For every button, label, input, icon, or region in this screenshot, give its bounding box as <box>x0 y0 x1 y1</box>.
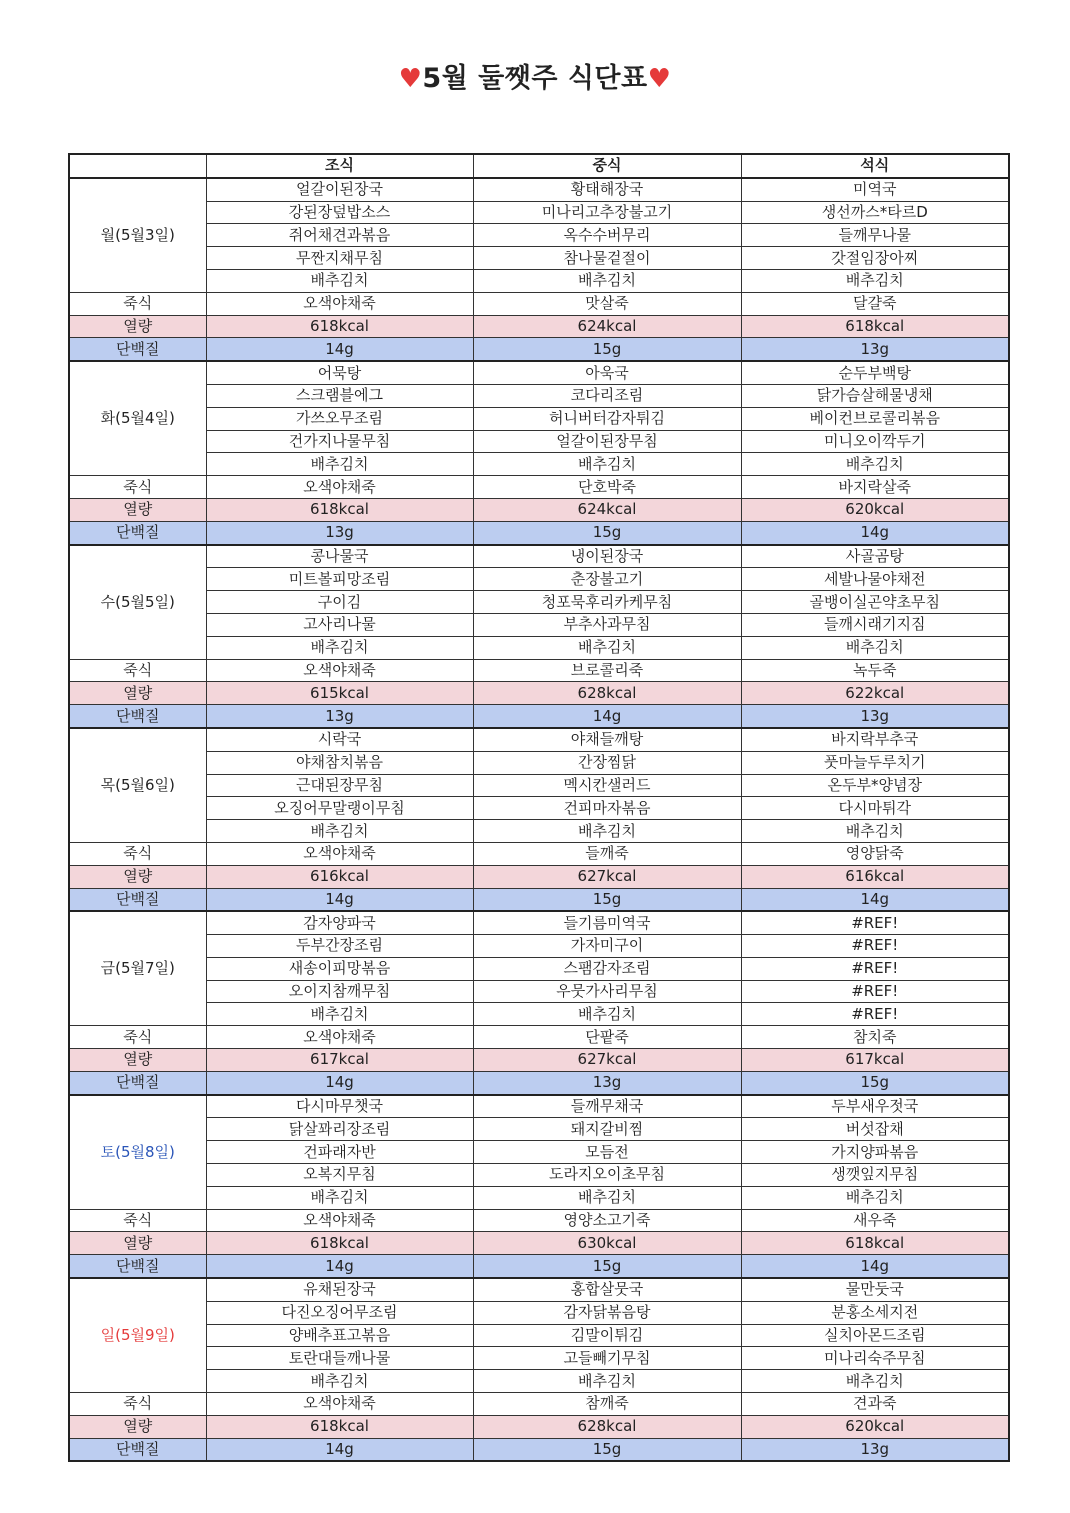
dish-row <box>69 1186 1009 1209</box>
header-dinner: 석식 <box>741 154 1009 178</box>
dish-cell: 배추김치 <box>473 1003 741 1026</box>
dish-cell: 고들빼기무침 <box>473 1347 741 1370</box>
dish-cell: 황태해장국 <box>473 178 741 201</box>
dish-cell: 오복지무침 <box>206 1164 473 1187</box>
dish-cell: 실치아몬드조림 <box>741 1324 1009 1347</box>
calories-label: 열량 <box>69 1049 206 1072</box>
dish-cell: 김말이튀김 <box>473 1324 741 1347</box>
calories-value: 617kcal <box>741 1049 1009 1072</box>
porridge-row <box>69 659 1009 682</box>
dish-cell: 무짠지채무침 <box>206 247 473 270</box>
header-lunch: 중식 <box>473 154 741 178</box>
calories-label: 열량 <box>69 865 206 888</box>
protein-value: 15g <box>473 521 741 544</box>
dish-cell: #REF! <box>741 957 1009 980</box>
dish-cell: 쥐어채견과볶음 <box>206 224 473 247</box>
dish-cell: 미트볼피망조림 <box>206 568 473 591</box>
porridge-value: 새우죽 <box>741 1209 1009 1232</box>
porridge-label: 죽식 <box>69 292 206 315</box>
protein-row <box>69 1438 1009 1461</box>
dish-row <box>69 1118 1009 1141</box>
dish-cell: 생선까스*타르D <box>741 201 1009 224</box>
day-label: 목(5월6일) <box>69 728 206 842</box>
dish-cell: 생깻잎지무침 <box>741 1164 1009 1187</box>
dish-cell: 다시마튀각 <box>741 797 1009 820</box>
dish-cell: 오징어무말랭이무침 <box>206 797 473 820</box>
dish-cell: 콩나물국 <box>206 545 473 568</box>
dish-cell: 배추김치 <box>473 636 741 659</box>
calories-value: 627kcal <box>473 865 741 888</box>
dish-cell: 허니버터감자튀김 <box>473 407 741 430</box>
calories-row <box>69 498 1009 521</box>
calories-row <box>69 865 1009 888</box>
dish-cell: 냉이된장국 <box>473 545 741 568</box>
porridge-value: 오색야채죽 <box>206 1026 473 1049</box>
dish-cell: 도라지오이초무침 <box>473 1164 741 1187</box>
dish-cell: 버섯잡채 <box>741 1118 1009 1141</box>
dish-cell: 유채된장국 <box>206 1278 473 1301</box>
porridge-label: 죽식 <box>69 1393 206 1416</box>
dish-cell: 배추김치 <box>206 1370 473 1393</box>
dish-cell: 미역국 <box>741 178 1009 201</box>
protein-label: 단백질 <box>69 521 206 544</box>
calories-value: 622kcal <box>741 682 1009 705</box>
dish-cell: 들깨무나물 <box>741 224 1009 247</box>
dish-cell: 춘장불고기 <box>473 568 741 591</box>
calories-value: 618kcal <box>206 315 473 338</box>
dish-cell: 배추김치 <box>741 269 1009 292</box>
calories-value: 624kcal <box>473 498 741 521</box>
day-label: 화(5월4일) <box>69 361 206 475</box>
dish-cell: 들깨시래기지짐 <box>741 613 1009 636</box>
protein-label: 단백질 <box>69 1255 206 1278</box>
header-row <box>69 154 1009 178</box>
protein-row <box>69 705 1009 728</box>
dish-cell: 배추김치 <box>741 1186 1009 1209</box>
heart-icon: ♥ <box>398 64 423 94</box>
dish-row <box>69 430 1009 453</box>
dish-cell: 배추김치 <box>473 453 741 476</box>
dish-cell: 사골곰탕 <box>741 545 1009 568</box>
dish-cell: 배추김치 <box>473 1186 741 1209</box>
dish-cell: 배추김치 <box>741 453 1009 476</box>
dish-row <box>69 751 1009 774</box>
porridge-value: 견과죽 <box>741 1393 1009 1416</box>
dish-cell: 감자양파국 <box>206 911 473 934</box>
dish-cell: 고사리나물 <box>206 613 473 636</box>
porridge-value: 오색야채죽 <box>206 842 473 865</box>
dish-row <box>69 980 1009 1003</box>
calories-row <box>69 682 1009 705</box>
protein-label: 단백질 <box>69 888 206 911</box>
protein-row <box>69 1255 1009 1278</box>
dish-row <box>69 384 1009 407</box>
protein-row <box>69 1071 1009 1094</box>
day-label: 금(5월7일) <box>69 911 206 1025</box>
dish-cell: 배추김치 <box>473 269 741 292</box>
dish-cell: 토란대들깨나물 <box>206 1347 473 1370</box>
dish-cell: 닭가슴살해물냉채 <box>741 384 1009 407</box>
dish-cell: 어묵탕 <box>206 361 473 384</box>
dish-row <box>69 269 1009 292</box>
day-label: 수(5월5일) <box>69 545 206 659</box>
dish-row <box>69 728 1009 751</box>
calories-value: 620kcal <box>741 498 1009 521</box>
calories-value: 617kcal <box>206 1049 473 1072</box>
calories-value: 628kcal <box>473 682 741 705</box>
dish-cell: 미나리숙주무침 <box>741 1347 1009 1370</box>
dish-cell: 간장찜닭 <box>473 751 741 774</box>
porridge-value: 들깨죽 <box>473 842 741 865</box>
dish-cell: 강된장덮밥소스 <box>206 201 473 224</box>
dish-cell: 아욱국 <box>473 361 741 384</box>
dish-cell: 배추김치 <box>473 820 741 843</box>
porridge-row <box>69 476 1009 499</box>
dish-row <box>69 1003 1009 1026</box>
dish-cell: 스크램블에그 <box>206 384 473 407</box>
dish-row <box>69 935 1009 958</box>
calories-value: 618kcal <box>206 1415 473 1438</box>
day-label: 토(5월8일) <box>69 1095 206 1209</box>
dish-row <box>69 201 1009 224</box>
dish-cell: 구이김 <box>206 591 473 614</box>
protein-value: 14g <box>741 521 1009 544</box>
calories-label: 열량 <box>69 498 206 521</box>
dish-cell: 물만둣국 <box>741 1278 1009 1301</box>
calories-row <box>69 1049 1009 1072</box>
porridge-row <box>69 292 1009 315</box>
porridge-value: 바지락살죽 <box>741 476 1009 499</box>
dish-cell: 풋마늘두루치기 <box>741 751 1009 774</box>
dish-row <box>69 247 1009 270</box>
protein-value: 13g <box>741 1438 1009 1461</box>
dish-cell: 바지락부추국 <box>741 728 1009 751</box>
protein-label: 단백질 <box>69 338 206 361</box>
porridge-label: 죽식 <box>69 659 206 682</box>
dish-cell: 야채들깨탕 <box>473 728 741 751</box>
protein-value: 15g <box>473 1255 741 1278</box>
dish-row <box>69 1141 1009 1164</box>
dish-row <box>69 1370 1009 1393</box>
calories-label: 열량 <box>69 315 206 338</box>
calories-value: 618kcal <box>206 498 473 521</box>
dish-cell: 미나리고추장불고기 <box>473 201 741 224</box>
calories-value: 627kcal <box>473 1049 741 1072</box>
protein-value: 14g <box>206 1438 473 1461</box>
porridge-value: 오색야채죽 <box>206 1393 473 1416</box>
porridge-value: 녹두죽 <box>741 659 1009 682</box>
porridge-label: 죽식 <box>69 842 206 865</box>
dish-row <box>69 361 1009 384</box>
page-title <box>0 56 1070 95</box>
porridge-label: 죽식 <box>69 1026 206 1049</box>
porridge-value: 참깨죽 <box>473 1393 741 1416</box>
dish-cell: 두부새우젓국 <box>741 1095 1009 1118</box>
protein-label: 단백질 <box>69 1071 206 1094</box>
protein-value: 15g <box>741 1071 1009 1094</box>
protein-value: 13g <box>741 338 1009 361</box>
porridge-value: 단호박죽 <box>473 476 741 499</box>
heart-icon: ♥ <box>647 64 672 94</box>
protein-label: 단백질 <box>69 705 206 728</box>
protein-value: 14g <box>473 705 741 728</box>
dish-cell: 야채참치볶음 <box>206 751 473 774</box>
dish-cell: 갓절임장아찌 <box>741 247 1009 270</box>
calories-value: 628kcal <box>473 1415 741 1438</box>
dish-cell: 가지양파볶음 <box>741 1141 1009 1164</box>
dish-cell: 온두부*양념장 <box>741 774 1009 797</box>
dish-cell: 미니오이깍두기 <box>741 430 1009 453</box>
protein-value: 14g <box>741 888 1009 911</box>
dish-cell: 가자미구이 <box>473 935 741 958</box>
calories-value: 620kcal <box>741 1415 1009 1438</box>
calories-value: 618kcal <box>206 1232 473 1255</box>
dish-cell: 감자닭볶음탕 <box>473 1301 741 1324</box>
porridge-value: 단팥죽 <box>473 1026 741 1049</box>
protein-value: 15g <box>473 1438 741 1461</box>
dish-cell: 건가지나물무침 <box>206 430 473 453</box>
dish-cell: 우뭇가사리무침 <box>473 980 741 1003</box>
dish-row <box>69 1278 1009 1301</box>
dish-cell: 다시마무챗국 <box>206 1095 473 1118</box>
porridge-value: 오색야채죽 <box>206 476 473 499</box>
dish-cell: 배추김치 <box>206 453 473 476</box>
porridge-row <box>69 1393 1009 1416</box>
dish-row <box>69 407 1009 430</box>
calories-label: 열량 <box>69 1232 206 1255</box>
calories-label: 열량 <box>69 682 206 705</box>
dish-cell: 골뱅이실곤약초무침 <box>741 591 1009 614</box>
porridge-row <box>69 842 1009 865</box>
dish-row <box>69 797 1009 820</box>
dish-cell: 배추김치 <box>473 1370 741 1393</box>
porridge-label: 죽식 <box>69 476 206 499</box>
dish-cell: 세발나물야채전 <box>741 568 1009 591</box>
porridge-label: 죽식 <box>69 1209 206 1232</box>
dish-cell: 근대된장무침 <box>206 774 473 797</box>
dish-cell: #REF! <box>741 1003 1009 1026</box>
dish-row <box>69 613 1009 636</box>
dish-row <box>69 1164 1009 1187</box>
dish-cell: 배추김치 <box>206 1003 473 1026</box>
dish-cell: 건파래자반 <box>206 1141 473 1164</box>
dish-cell: #REF! <box>741 935 1009 958</box>
dish-cell: 새송이피망볶음 <box>206 957 473 980</box>
dish-cell: 청포묵후리카케무침 <box>473 591 741 614</box>
dish-cell: 들깨무채국 <box>473 1095 741 1118</box>
dish-row <box>69 636 1009 659</box>
calories-row <box>69 1232 1009 1255</box>
dish-cell: 배추김치 <box>206 1186 473 1209</box>
dish-cell: 얼갈이된장국 <box>206 178 473 201</box>
calories-row <box>69 315 1009 338</box>
protein-value: 14g <box>206 338 473 361</box>
meal-plan-body <box>69 178 1009 1462</box>
dish-cell: 가쓰오무조림 <box>206 407 473 430</box>
porridge-value: 맛살죽 <box>473 292 741 315</box>
porridge-row <box>69 1026 1009 1049</box>
porridge-value: 오색야채죽 <box>206 292 473 315</box>
dish-cell: 분홍소세지전 <box>741 1301 1009 1324</box>
dish-cell: 모듬전 <box>473 1141 741 1164</box>
title-text: 5월 둘쨋주 식단표 <box>422 63 648 94</box>
porridge-value: 오색야채죽 <box>206 1209 473 1232</box>
dish-row <box>69 1347 1009 1370</box>
dish-row <box>69 820 1009 843</box>
porridge-value: 달걀죽 <box>741 292 1009 315</box>
protein-value: 14g <box>741 1255 1009 1278</box>
dish-cell: 배추김치 <box>741 636 1009 659</box>
dish-cell: 닭살꽈리장조림 <box>206 1118 473 1141</box>
calories-value: 616kcal <box>206 865 473 888</box>
day-label: 일(5월9일) <box>69 1278 206 1392</box>
dish-cell: 배추김치 <box>206 636 473 659</box>
dish-cell: 건피마자볶음 <box>473 797 741 820</box>
porridge-row <box>69 1209 1009 1232</box>
dish-row <box>69 224 1009 247</box>
protein-row <box>69 888 1009 911</box>
calories-value: 630kcal <box>473 1232 741 1255</box>
meal-plan-table <box>68 153 1010 1462</box>
protein-value: 15g <box>473 888 741 911</box>
dish-cell: 배추김치 <box>206 269 473 292</box>
dish-row <box>69 1324 1009 1347</box>
dish-cell: 시락국 <box>206 728 473 751</box>
dish-cell: #REF! <box>741 980 1009 1003</box>
dish-cell: #REF! <box>741 911 1009 934</box>
dish-cell: 들기름미역국 <box>473 911 741 934</box>
calories-label: 열량 <box>69 1415 206 1438</box>
dish-row <box>69 453 1009 476</box>
header-breakfast: 조식 <box>206 154 473 178</box>
dish-cell: 배추김치 <box>741 820 1009 843</box>
dish-cell: 스팸감자조림 <box>473 957 741 980</box>
dish-cell: 돼지갈비찜 <box>473 1118 741 1141</box>
porridge-value: 참치죽 <box>741 1026 1009 1049</box>
dish-cell: 순두부백탕 <box>741 361 1009 384</box>
calories-value: 618kcal <box>741 315 1009 338</box>
protein-value: 14g <box>206 1255 473 1278</box>
dish-cell: 배추김치 <box>741 1370 1009 1393</box>
calories-row <box>69 1415 1009 1438</box>
dish-cell: 멕시칸샐러드 <box>473 774 741 797</box>
day-label: 월(5월3일) <box>69 178 206 292</box>
porridge-value: 영양닭죽 <box>741 842 1009 865</box>
protein-value: 15g <box>473 338 741 361</box>
dish-row <box>69 957 1009 980</box>
dish-cell: 홍합살뭇국 <box>473 1278 741 1301</box>
porridge-value: 영양소고기죽 <box>473 1209 741 1232</box>
dish-cell: 양배추표고볶음 <box>206 1324 473 1347</box>
dish-cell: 베이컨브로콜리볶음 <box>741 407 1009 430</box>
dish-cell: 부추사과무침 <box>473 613 741 636</box>
dish-row <box>69 774 1009 797</box>
protein-value: 14g <box>206 888 473 911</box>
dish-cell: 두부간장조림 <box>206 935 473 958</box>
protein-row <box>69 338 1009 361</box>
dish-cell: 참나물겉절이 <box>473 247 741 270</box>
protein-value: 14g <box>206 1071 473 1094</box>
calories-value: 624kcal <box>473 315 741 338</box>
calories-value: 616kcal <box>741 865 1009 888</box>
dish-row <box>69 178 1009 201</box>
protein-label: 단백질 <box>69 1438 206 1461</box>
dish-cell: 다진오징어무조림 <box>206 1301 473 1324</box>
porridge-value: 오색야채죽 <box>206 659 473 682</box>
protein-row <box>69 521 1009 544</box>
protein-value: 13g <box>206 705 473 728</box>
dish-row <box>69 1095 1009 1118</box>
dish-row <box>69 568 1009 591</box>
dish-cell: 코다리조림 <box>473 384 741 407</box>
protein-value: 13g <box>741 705 1009 728</box>
dish-row <box>69 545 1009 568</box>
dish-cell: 얼갈이된장무침 <box>473 430 741 453</box>
porridge-value: 브로콜리죽 <box>473 659 741 682</box>
dish-row <box>69 591 1009 614</box>
calories-value: 615kcal <box>206 682 473 705</box>
corner-cell <box>69 154 206 178</box>
dish-cell: 옥수수버무리 <box>473 224 741 247</box>
protein-value: 13g <box>206 521 473 544</box>
dish-cell: 오이지참깨무침 <box>206 980 473 1003</box>
dish-cell: 배추김치 <box>206 820 473 843</box>
protein-value: 13g <box>473 1071 741 1094</box>
dish-row <box>69 1301 1009 1324</box>
calories-value: 618kcal <box>741 1232 1009 1255</box>
dish-row <box>69 911 1009 934</box>
